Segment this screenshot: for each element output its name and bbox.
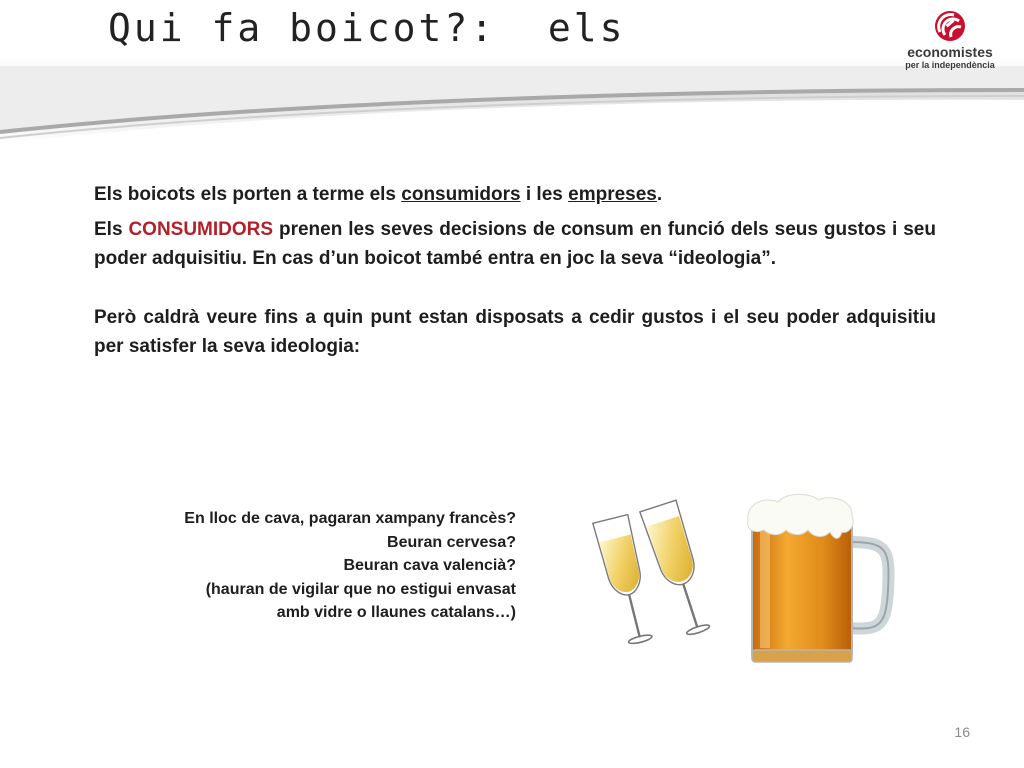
question-line: amb vidre o llaunes catalans…) <box>276 604 516 621</box>
consumidors-text-post: prenen les seves decisions de consum en funció dels seus gustos i seu poder adquisitiu. En cas d’un boicot també entra en joc la seva “ideologia”. <box>94 219 936 269</box>
question-line: En lloc de cava, pagaran xampany francès? <box>184 510 516 527</box>
intro-text-mid: i les <box>520 184 569 205</box>
question-line: Beuran cava valencià? <box>343 557 516 574</box>
slide-title: Qui fa boicot?: els <box>108 6 626 50</box>
paragraph-question: Però caldrà veure fins a quin punt estan disposats a cedir gustos i el seu poder adquisitiu per satisfer la seva ideologia: <box>94 307 936 357</box>
paragraph-intro <box>94 180 936 209</box>
empreses-term: empreses <box>568 184 657 205</box>
header-swoosh-decoration <box>0 56 1024 152</box>
question-line: (hauran de vigilar que no estigui envasat <box>205 580 516 598</box>
intro-text-post: . <box>656 184 663 205</box>
logo-subtitle: per la independència <box>905 60 995 70</box>
champagne-glasses-image <box>578 490 718 660</box>
page-number: 16 <box>954 724 970 740</box>
questions-list <box>90 507 516 625</box>
economistes-logo <box>900 8 1000 74</box>
consumidors-text-pre: Els <box>94 219 129 240</box>
paragraph-consumidors <box>94 215 936 273</box>
logo-name: economistes <box>907 44 993 60</box>
question-line: Beuran cervesa? <box>387 533 516 551</box>
intro-text-pre: Els boicots els porten a terme els <box>94 184 402 205</box>
consumidors-highlight: CONSUMIDORS <box>128 219 274 240</box>
consumidors-term: consumidors <box>401 184 521 205</box>
logo-mark-icon <box>934 10 966 42</box>
beer-mug-image <box>738 490 894 666</box>
slide-body <box>94 180 936 361</box>
